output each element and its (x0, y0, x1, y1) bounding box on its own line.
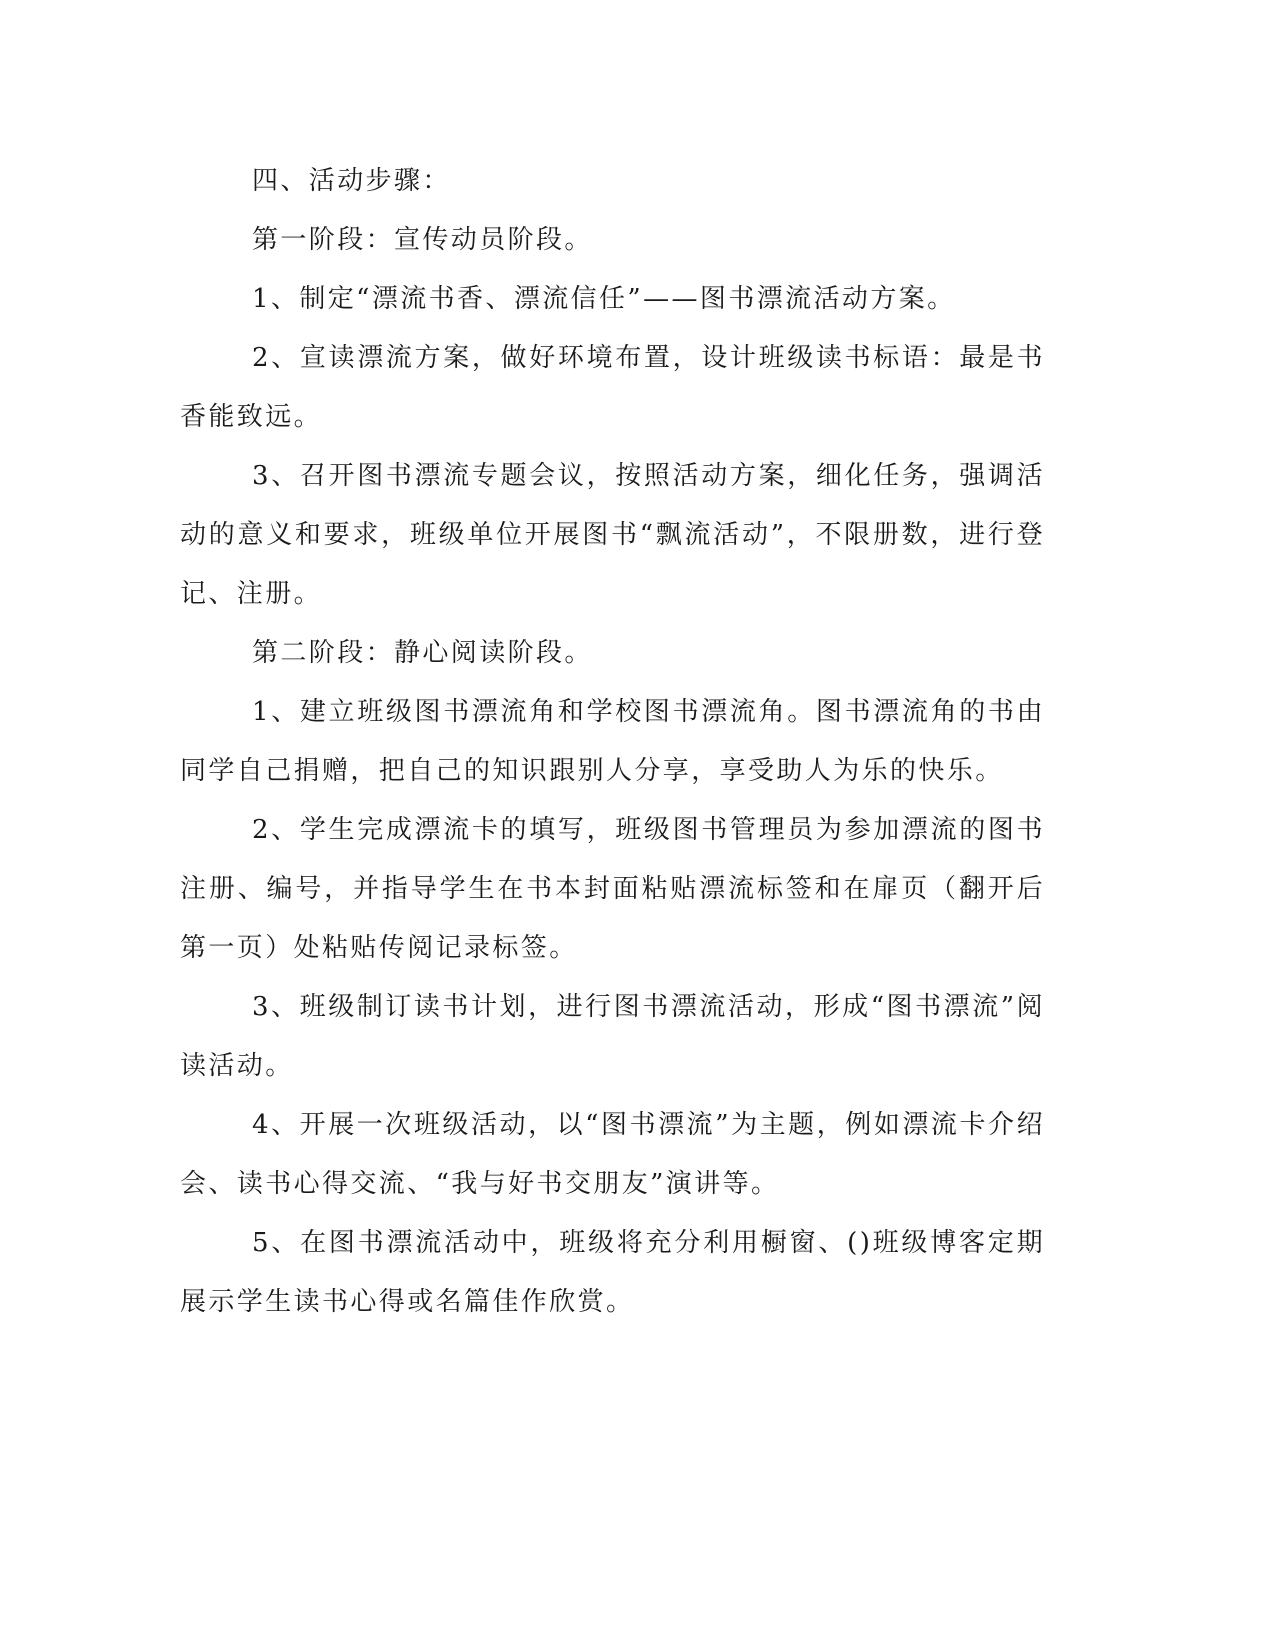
stage-two-item-3: 3、班级制订读书计划，进行图书漂流活动，形成“图书漂流”阅读活动。 (180, 992, 1045, 1081)
stage-two-item-4: 4、开展一次班级活动，以“图书漂流”为主题，例如漂流卡介绍会、读书心得交流、“我与好书交朋友”演讲等。 (180, 1110, 1045, 1199)
section-heading-steps: 四、活动步骤： (252, 166, 451, 196)
stage-two-item-2: 2、学生完成漂流卡的填写，班级图书管理员为参加漂流的图书注册、编号，并指导学生在书本封面粘贴漂流标签和在扉页（翻开后第一页）处粘贴传阅记录标签。 (180, 815, 1045, 963)
stage-two-heading: 第二阶段：静心阅读阶段。 (252, 638, 593, 668)
stage-two-item-1: 1、建立班级图书漂流角和学校图书漂流角。图书漂流角的书由同学自己捐赠，把自己的知识跟别人分享，享受助人为乐的快乐。 (180, 697, 1045, 786)
stage-one-item-2: 2、宣读漂流方案，做好环境布置，设计班级读书标语：最是书香能致远。 (180, 343, 1045, 432)
stage-one-heading: 第一阶段：宣传动员阶段。 (252, 225, 593, 255)
stage-one-item-3: 3、召开图书漂流专题会议，按照活动方案，细化任务，强调活动的意义和要求，班级单位开展图书“飘流活动”，不限册数，进行登记、注册。 (180, 461, 1045, 609)
stage-one-item-1: 1、制定“漂流书香、漂流信任”——图书漂流活动方案。 (252, 284, 956, 314)
document-body (180, 152, 1045, 1332)
stage-two-item-5: 5、在图书漂流活动中，班级将充分利用橱窗、()班级博客定期展示学生读书心得或名篇佳作欣赏。 (180, 1228, 1045, 1317)
